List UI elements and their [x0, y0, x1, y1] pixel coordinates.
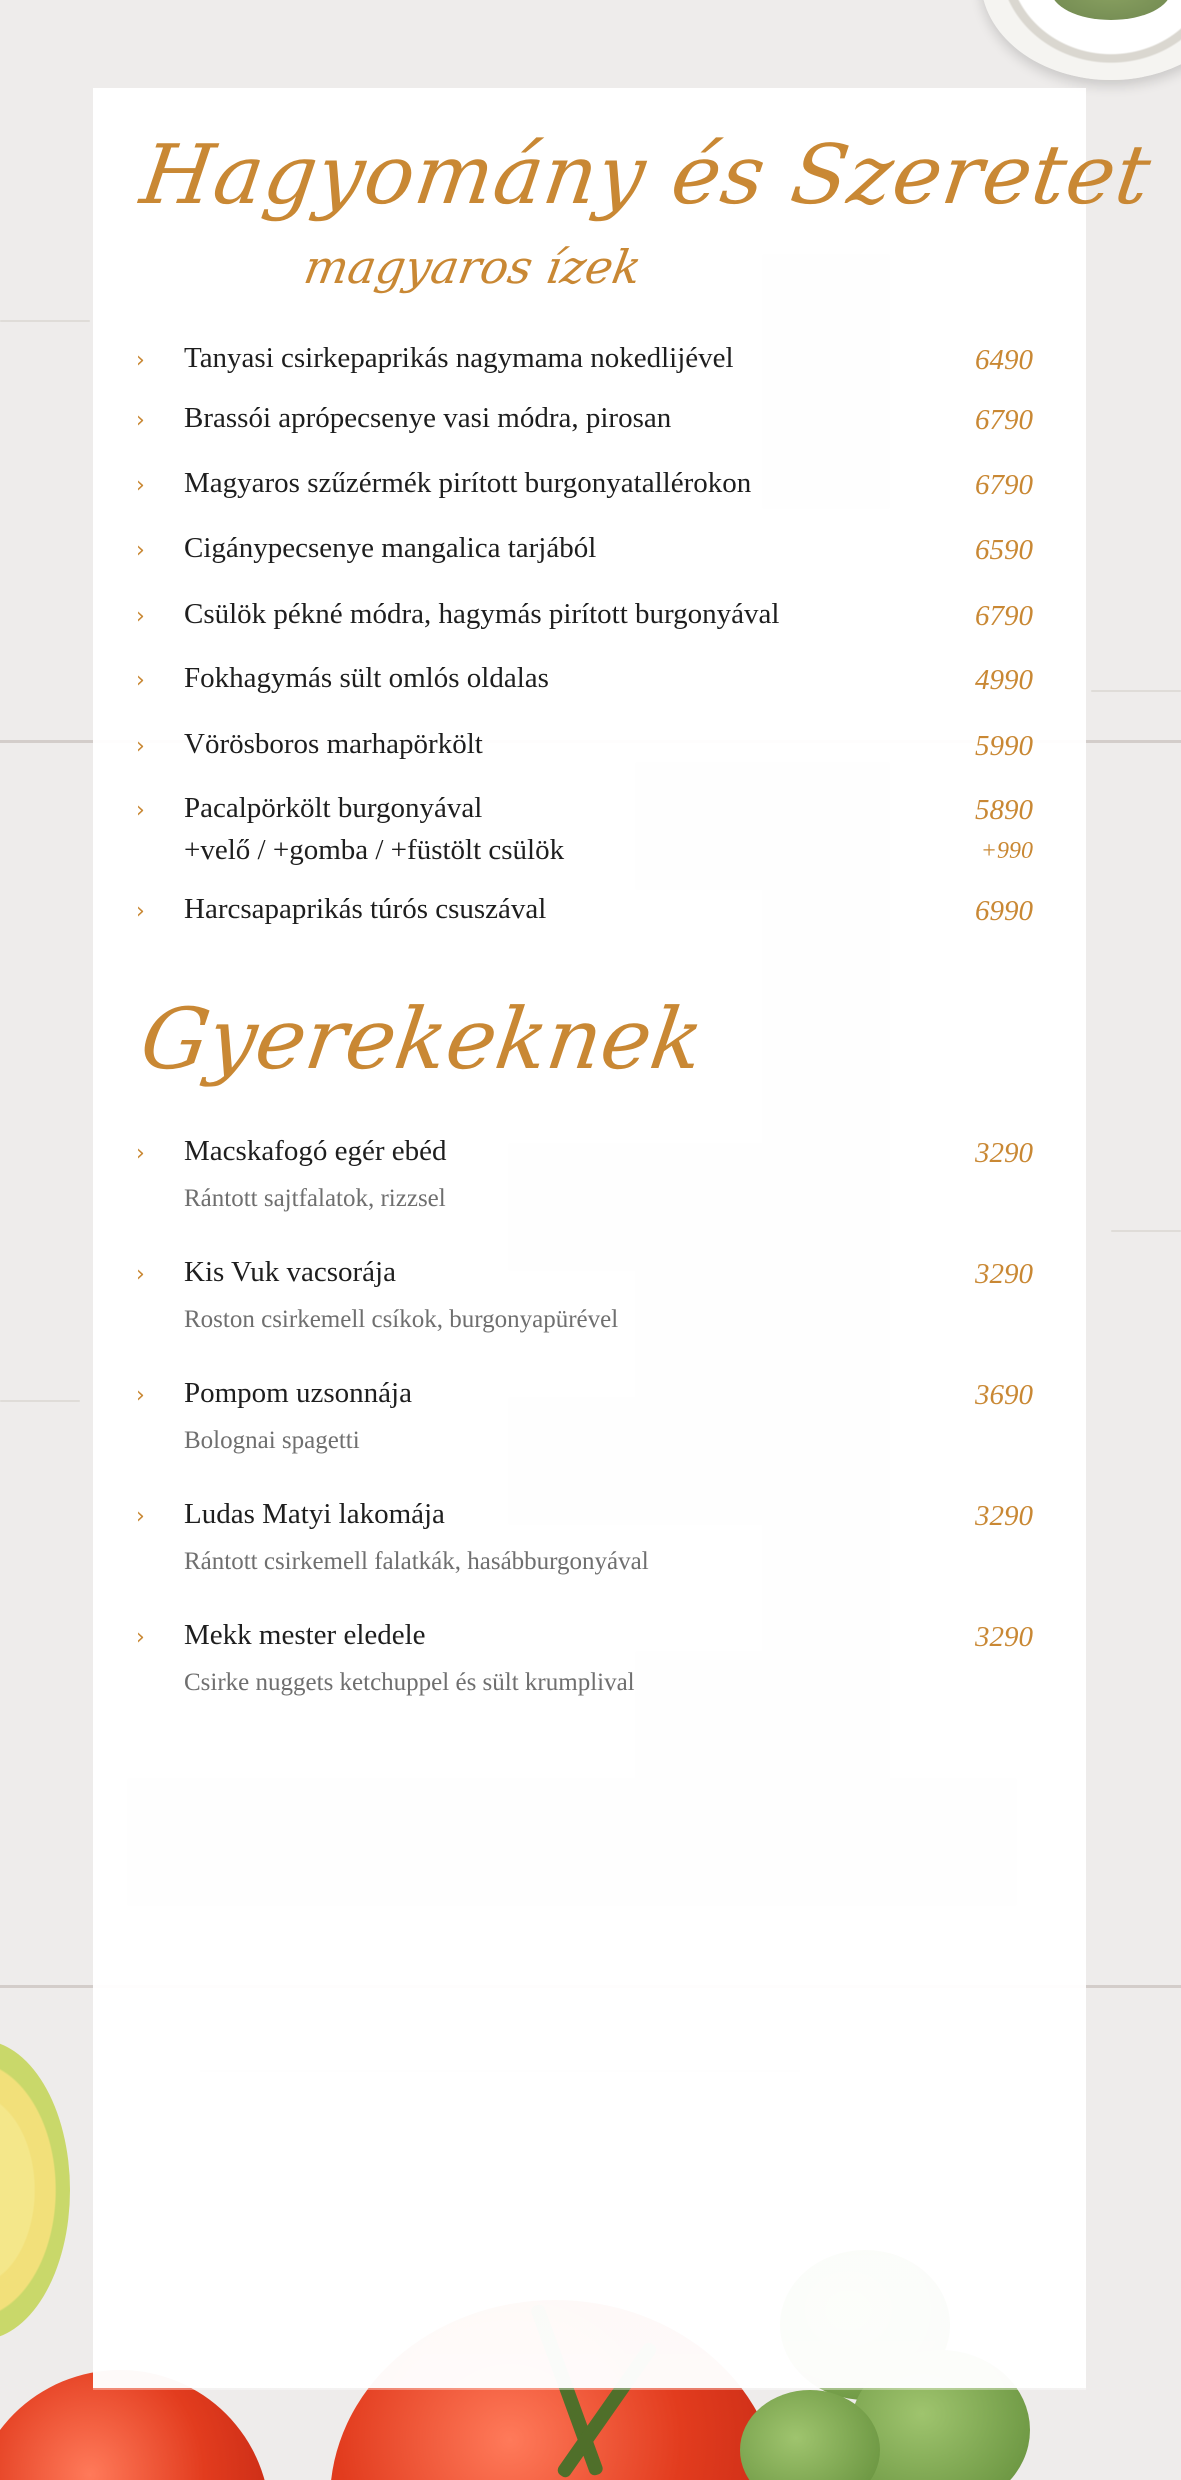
menu-item-name: Tanyasi csirkepaprikás nagymama nokedlijével — [184, 342, 734, 374]
chevron-right-icon: › — [136, 1383, 145, 1408]
chevron-right-icon: › — [136, 1141, 145, 1166]
menu-item — [0, 1619, 1181, 1709]
menu-item — [0, 467, 1181, 515]
section-title-kids: Gyerekeknek — [135, 990, 710, 1088]
menu-item-price: 6790 — [975, 404, 1033, 436]
menu-item-name: Harcsapaprikás túrós csuszával — [184, 893, 547, 925]
menu-item — [0, 728, 1181, 776]
menu-item-name: Macskafogó egér ebéd — [184, 1135, 447, 1167]
menu-item-name: Cigánypecsenye mangalica tarjából — [184, 532, 597, 564]
menu-card-fade — [93, 2040, 1086, 2390]
menu-item-price: 6490 — [975, 344, 1033, 376]
section-subtitle-traditional: magyaros ízek — [300, 240, 646, 294]
chevron-right-icon: › — [136, 604, 145, 629]
menu-item-price: 5890 — [975, 794, 1033, 826]
menu-item-name: Ludas Matyi lakomája — [184, 1498, 445, 1530]
menu-item-price: 5990 — [975, 730, 1033, 762]
menu-item-description: Csirke nuggets ketchuppel és sült krumplival — [184, 1669, 635, 1696]
menu-item-price: 3690 — [975, 1379, 1033, 1411]
menu-item — [0, 342, 1181, 390]
chevron-right-icon: › — [136, 668, 145, 693]
menu-item-name: Magyaros szűzérmék pirított burgonyatallérokon — [184, 467, 752, 499]
menu-item — [0, 402, 1181, 450]
chevron-right-icon: › — [136, 473, 145, 498]
menu-item-price: 6990 — [975, 895, 1033, 927]
menu-item-extra-price: +990 — [980, 838, 1033, 864]
menu-item — [0, 1135, 1181, 1225]
menu-item-price: 6790 — [975, 600, 1033, 632]
menu-item — [0, 598, 1181, 646]
menu-item-price: 3290 — [975, 1258, 1033, 1290]
menu-item-price: 3290 — [975, 1500, 1033, 1532]
menu-item-price: 3290 — [975, 1621, 1033, 1653]
menu-item-name: Vörösboros marhapörkölt — [184, 728, 483, 760]
wood-grain — [0, 320, 90, 322]
chevron-right-icon: › — [136, 408, 145, 433]
lemon-image — [0, 2040, 70, 2340]
chevron-right-icon: › — [136, 1504, 145, 1529]
menu-item — [0, 1377, 1181, 1467]
chevron-right-icon: › — [136, 1625, 145, 1650]
menu-item-name: Brassói aprópecsenye vasi módra, pirosan — [184, 402, 672, 434]
menu-item — [0, 532, 1181, 580]
chevron-right-icon: › — [136, 734, 145, 759]
menu-item-description: Bolognai spagetti — [184, 1427, 360, 1454]
menu-item — [0, 1498, 1181, 1588]
menu-item-price: 6790 — [975, 469, 1033, 501]
menu-item-price: 4990 — [975, 664, 1033, 696]
menu-item-name: Fokhagymás sült omlós oldalas — [184, 662, 549, 694]
menu-item-description: Rántott csirkemell falatkák, hasábburgonyával — [184, 1548, 649, 1575]
chevron-right-icon: › — [136, 798, 145, 823]
menu-item — [0, 792, 1181, 882]
menu-item-name: Mekk mester eledele — [184, 1619, 426, 1651]
menu-item-description: Rántott sajtfalatok, rizzsel — [184, 1185, 446, 1212]
menu-item-price: 6590 — [975, 534, 1033, 566]
menu-item-name: Pompom uzsonnája — [184, 1377, 412, 1409]
menu-item-name: Pacalpörkölt burgonyával — [184, 792, 483, 824]
menu-item-name: Kis Vuk vacsorája — [184, 1256, 396, 1288]
menu-item-description: Roston csirkemell csíkok, burgonyapürével — [184, 1306, 619, 1333]
chevron-right-icon: › — [136, 1262, 145, 1287]
chevron-right-icon: › — [136, 348, 145, 373]
menu-item — [0, 1256, 1181, 1346]
chevron-right-icon: › — [136, 899, 145, 924]
section-title-traditional: Hagyomány és Szeretet — [135, 128, 1157, 223]
menu-item — [0, 662, 1181, 710]
menu-item-price: 3290 — [975, 1137, 1033, 1169]
menu-item — [0, 893, 1181, 941]
chevron-right-icon: › — [136, 538, 145, 563]
menu-item-name: Csülök pékné módra, hagymás pirított burgonyával — [184, 598, 780, 630]
menu-item-extras: +velő / +gomba / +füstölt csülök — [184, 834, 565, 866]
wood-grain — [1111, 1230, 1181, 1232]
